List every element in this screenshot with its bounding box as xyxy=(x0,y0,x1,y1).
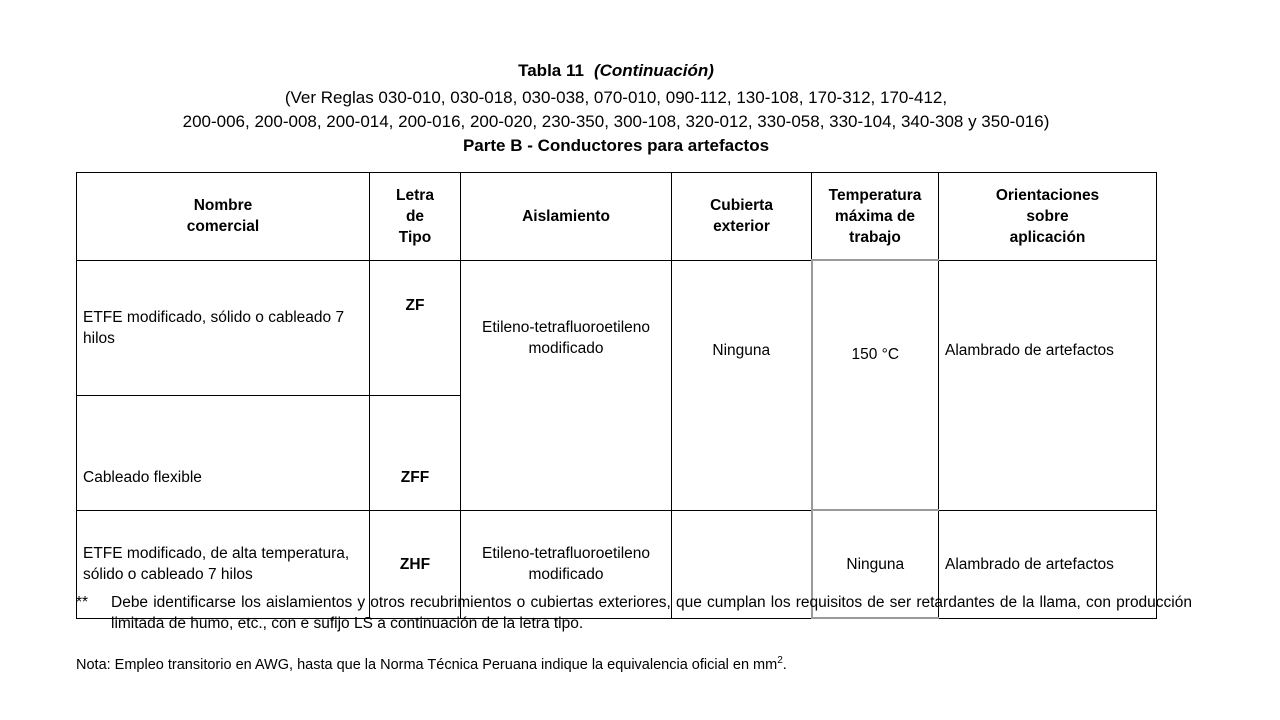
header-letra-tipo: Letra de Tipo xyxy=(370,173,461,261)
cell-nombre: Cableado flexible xyxy=(77,395,370,510)
header-nombre-comercial: Nombre comercial xyxy=(77,173,370,261)
rules-reference xyxy=(0,86,1232,134)
table-title xyxy=(0,60,1232,82)
cell-nombre: ETFE modificado, sólido o cableado 7 hilos xyxy=(77,260,370,395)
table-header-row xyxy=(77,173,1157,261)
cell-letra: ZFF xyxy=(370,395,461,510)
cell-cubierta: Ninguna xyxy=(672,260,812,510)
continuation-label: (Continuación) xyxy=(593,61,714,80)
nota-superscript: 2 xyxy=(777,655,783,666)
cell-letra: ZF xyxy=(370,260,461,395)
cell-nombre: ETFE modificado, de alta temperatura, sólido o cableado 7 hilos xyxy=(77,510,370,618)
nota-awg xyxy=(76,650,1192,676)
cell-temperatura: Ninguna xyxy=(812,510,939,618)
cell-letra: ZHF xyxy=(370,510,461,618)
cell-orientaciones: Alambrado de artefactos xyxy=(939,260,1157,510)
footnote-text: Debe identificarse los aislamientos y otros recubrimientos o cubiertas exteriores, que cumplan los requisitos de ser retardantes de la llama, con producción limitada de humo, etc., con e sufijo LS a continuación de la letra tipo. xyxy=(111,594,1192,632)
footnote-mark: ** xyxy=(76,594,89,611)
header-aislamiento: Aislamiento xyxy=(461,173,672,261)
rules-line-2: 200-006, 200-008, 200-014, 200-016, 200-020, 230-350, 300-108, 320-012, 330-058, 330-104, 340-308 y 350-016) xyxy=(182,112,1050,131)
cell-temperatura: 150 °C xyxy=(812,260,939,510)
header-orientaciones: Orientaciones sobre aplicación xyxy=(939,173,1157,261)
footnote-flame-retardant xyxy=(76,592,1192,634)
table-label: Tabla 11 xyxy=(518,61,584,80)
cell-orientaciones: Alambrado de artefactos xyxy=(939,510,1157,618)
header-temperatura: Temperatura máxima de trabajo xyxy=(812,173,939,261)
table-subtitle: Parte B - Conductores para artefactos xyxy=(462,136,770,155)
nota-period: . xyxy=(782,656,787,673)
table-row xyxy=(77,260,1157,395)
conductors-table xyxy=(76,172,1157,619)
nota-text: Nota: Empleo transitorio en AWG, hasta que la Norma Técnica Peruana indique la equivalencia oficial en mm xyxy=(76,656,778,673)
cell-aislamiento: Etileno-tetrafluoroetileno modificado xyxy=(461,510,672,618)
rules-line-1: (Ver Reglas 030-010, 030-018, 030-038, 070-010, 090-112, 130-108, 170-312, 170-412, xyxy=(284,88,948,107)
cell-aislamiento: Etileno-tetrafluoroetileno modificado xyxy=(461,260,672,510)
header-cubierta-exterior: Cubierta exterior xyxy=(672,173,812,261)
title-block xyxy=(0,60,1232,158)
